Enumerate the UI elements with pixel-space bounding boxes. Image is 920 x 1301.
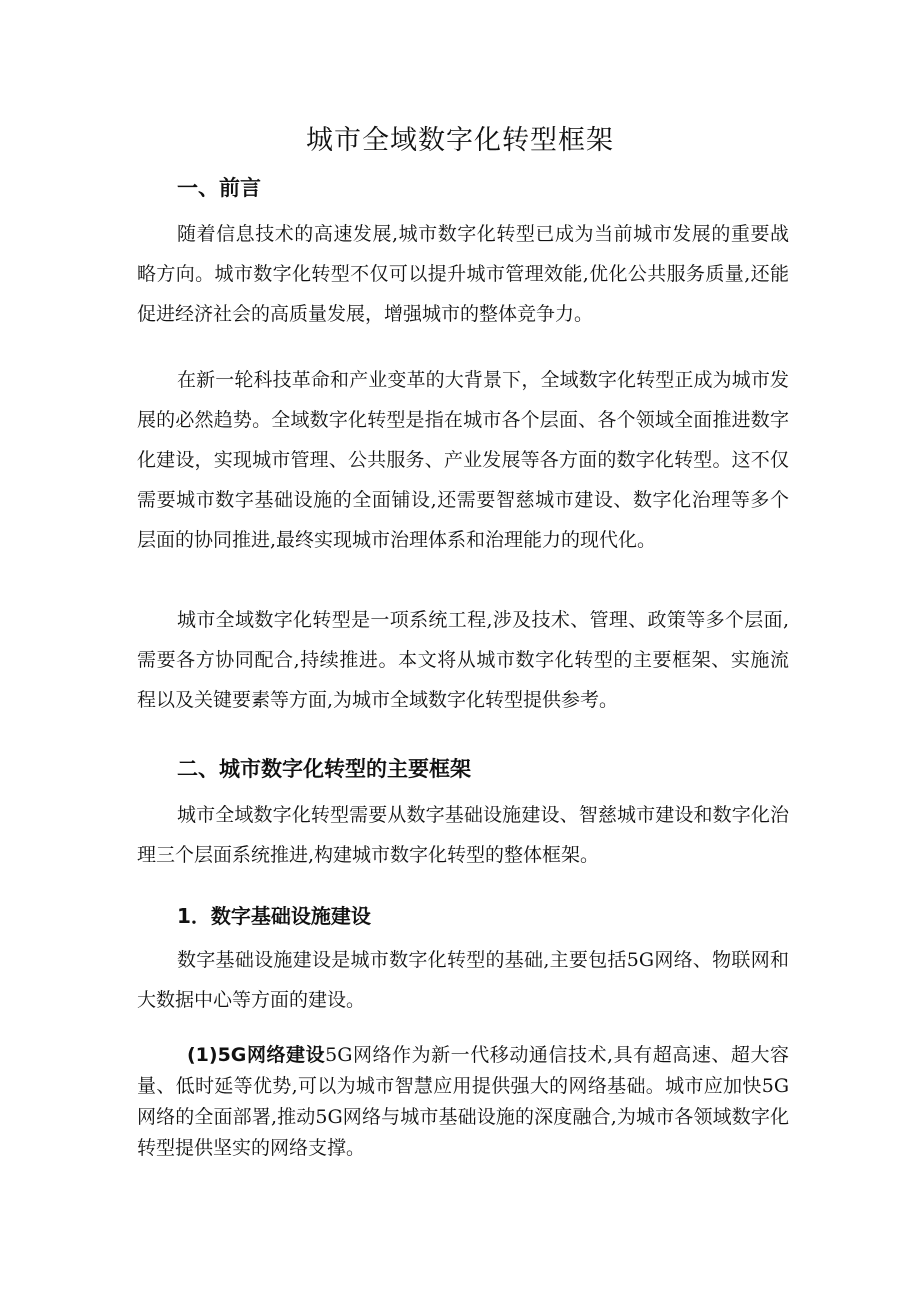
paragraph-preface-1: 随着信息技术的高速发展,城市数字化转型已成为当前城市发展的重要战略方向。城市数字化转型不仅可以提升城市管理效能,优化公共服务质量,还能促进经济社会的高质量发展，增强城市的整体竞争力。: [137, 223, 789, 325]
section-heading-main-framework: 二、城市数字化转型的主要框架: [177, 757, 471, 781]
paragraph-framework-intro: 城市全域数字化转型需要从数字基础设施建设、智慈城市建设和数字化治理三个层面系统推进,构建城市数字化转型的整体框架。: [137, 804, 789, 866]
paragraph-preface-3: 城市全域数字化转型是一项系统工程,涉及技术、管理、政策等多个层面,需要各方协同配合,持续推进。本文将从城市数字化转型的主要框架、实施流程以及关键要素等方面,为城市全域数字化转型提供参考。: [137, 609, 789, 711]
paragraph-preface-2: 在新一轮科技革命和产业变革的大背景下，全域数字化转型正成为城市发展的必然趋势。全域数字化转型是指在城市各个层面、各个领域全面推进数字化建设，实现城市管理、公共服务、产业发展等各方面的数字化转型。这不仅需要城市数字基础设施的全面铺设,还需要智慈城市建设、数字化治理等多个层面的协同推进,最终实现城市治理体系和治理能力的现代化。: [137, 369, 789, 551]
section-heading-preface: 一、前言: [177, 176, 261, 200]
paragraph-5g-network: [137, 1040, 789, 1164]
document-title: 城市全域数字化转型框架: [306, 125, 614, 156]
paragraph-digital-infrastructure: 数字基础设施建设是城市数字化转型的基础,主要包括5G网络、物联网和大数据中心等方面的建设。: [137, 949, 789, 1011]
paragraph-5g-lead: (1)5G网络建设: [187, 1044, 326, 1066]
subsection-heading-digital-infrastructure: 1．数字基础设施建设: [177, 904, 371, 928]
paragraph-5g-body: 5G网络作为新一代移动通信技术,具有超高速、超大容量、低时延等优势,可以为城市智慧应用提供强大的网络基础。城市应加快5G网络的全面部署,推动5G网络与城市基础设施的深度融合,为城市各领域数字化转型提供坚实的网络支撑。: [137, 1044, 790, 1159]
